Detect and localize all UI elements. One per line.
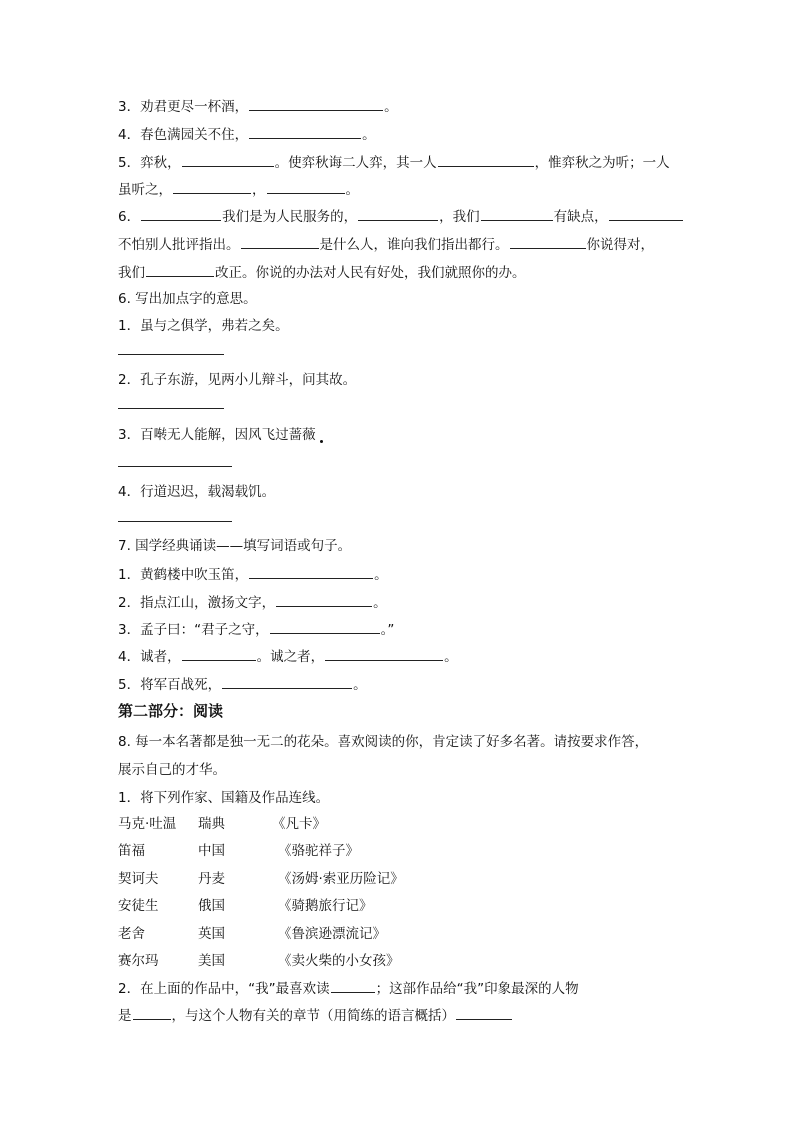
work-5[interactable]: 《卖火柴的小女孩》 — [278, 953, 400, 969]
q5-text-c: ，惟弈秋之为听；一人 — [534, 155, 670, 171]
item-q6-line3 — [118, 262, 526, 282]
work-1[interactable]: 《骆驼祥子》 — [278, 843, 359, 859]
classics-c2 — [118, 592, 387, 612]
q6-blank-7[interactable] — [146, 262, 214, 277]
c5-blank[interactable] — [222, 674, 352, 689]
author-3[interactable]: 安徒生 — [118, 898, 159, 914]
q6-text-a: 6． — [118, 209, 141, 225]
q6-text-i: 改正。你说的办法对人民有好处，我们就照你的办。 — [215, 265, 526, 281]
favorite-book-blank[interactable] — [331, 978, 375, 993]
author-0[interactable]: 马克·吐温 — [118, 816, 177, 832]
c2-text: 2．指点江山，激扬文字， — [118, 595, 276, 611]
c4-text-b: 。诚之者， — [256, 649, 325, 665]
q5-blank-3[interactable] — [173, 179, 251, 194]
c4-blank-2[interactable] — [325, 646, 443, 661]
q5-blank-4[interactable] — [267, 179, 345, 194]
dot-mark-icon — [320, 440, 323, 443]
item-q6-line1 — [118, 206, 684, 226]
character-blank[interactable] — [133, 1005, 171, 1020]
q3-text: 3．劝君更尽一杯酒， — [118, 99, 249, 115]
classics-c5 — [118, 674, 367, 694]
answer-line-4[interactable] — [118, 521, 232, 522]
c5-end: 。 — [353, 677, 367, 693]
dotted-s3-wrap — [118, 426, 323, 444]
answer-line-2[interactable] — [118, 408, 224, 409]
q6-blank-4[interactable] — [609, 206, 683, 221]
q5-text-b: 。使弈秋诲二人弈，其一人 — [274, 155, 437, 171]
c3-text: 3．孟子曰：“君子之守， — [118, 622, 269, 638]
q8-line2: 展示自己的才华。 — [118, 762, 226, 778]
c4-text-a: 4．诚者， — [118, 649, 181, 665]
item-q3 — [118, 96, 398, 116]
author-4[interactable]: 老舍 — [118, 926, 145, 942]
q5-blank-2[interactable] — [438, 152, 534, 167]
q6-blank-5[interactable] — [241, 234, 319, 249]
q5-text-a: 5．弈秋， — [118, 155, 181, 171]
country-4[interactable]: 英国 — [198, 926, 225, 942]
work-3[interactable]: 《骑鹅旅行记》 — [278, 898, 373, 914]
c3-end: 。” — [380, 622, 395, 638]
c1-text: 1．黄鹤楼中吹玉笛， — [118, 567, 249, 583]
sub2-text-d: ，与这个人物有关的章节（用简练的语言概括） — [171, 1008, 455, 1024]
q6-blank-3[interactable] — [481, 206, 553, 221]
author-2[interactable]: 契诃夫 — [118, 871, 159, 887]
item-q4 — [118, 124, 376, 144]
q6-text-h: 我们 — [118, 265, 145, 281]
classics-c3 — [118, 619, 394, 639]
q6-text-b: 我们是为人民服务的， — [222, 209, 358, 225]
q4-blank[interactable] — [249, 124, 361, 139]
sub2-line1 — [118, 978, 579, 998]
work-2[interactable]: 《汤姆·索亚历险记》 — [278, 871, 404, 887]
country-2[interactable]: 丹麦 — [198, 871, 225, 887]
item-q6-line2 — [118, 234, 654, 254]
author-1[interactable]: 笛福 — [118, 843, 145, 859]
q5-text-f: 。 — [345, 182, 359, 198]
work-4[interactable]: 《鲁滨逊漂流记》 — [278, 926, 386, 942]
c1-end: 。 — [374, 567, 388, 583]
section-heading: 第二部分：阅读 — [118, 702, 224, 720]
c1-blank[interactable] — [249, 564, 373, 579]
q5-blank-1[interactable] — [182, 152, 274, 167]
classics-c4 — [118, 646, 458, 666]
country-1[interactable]: 中国 — [198, 843, 225, 859]
classics-title: 7. 国学经典诵读——填写词语或句子。 — [118, 538, 352, 554]
c5-text: 5．将军百战死， — [118, 677, 222, 693]
item-q5-line1 — [118, 152, 670, 172]
q3-blank[interactable] — [249, 96, 383, 111]
classics-c1 — [118, 564, 388, 584]
q6-text-g: 你说得对， — [586, 237, 654, 253]
dotted-s1: 1．虽与之俱学，弗若之矣。 — [118, 318, 289, 334]
q6-text-e: 不怕别人批评指出。 — [118, 237, 240, 253]
item-q5-line2 — [118, 179, 359, 199]
q4-end: 。 — [362, 127, 376, 143]
q6-blank-1[interactable] — [141, 206, 221, 221]
q6-text-d: 有缺点， — [553, 209, 608, 225]
q6-text-f: 是什么人，谁向我们指出都行。 — [319, 237, 509, 253]
chapter-blank[interactable] — [456, 1005, 512, 1020]
q8-line1: 8. 每一本名著都是独一无二的花朵。喜欢阅读的你，肯定读了好多名著。请按要求作答， — [118, 734, 649, 750]
work-0[interactable]: 《凡卡》 — [272, 816, 326, 832]
answer-line-1[interactable] — [118, 354, 224, 355]
c4-blank-1[interactable] — [182, 646, 256, 661]
sub2-line2 — [118, 1005, 513, 1025]
c2-end: 。 — [373, 595, 387, 611]
dotted-s3: 3．百啭无人能解，因风飞过蔷薇 — [118, 427, 316, 443]
dotted-s2: 2．孔子东游，见两小儿辩斗，问其故。 — [118, 372, 357, 388]
c4-end: 。 — [444, 649, 458, 665]
q4-text: 4．春色满园关不住， — [118, 127, 249, 143]
q6-text-c: ，我们 — [439, 209, 480, 225]
sub2-text-b: ；这部作品给“我”印象最深的人物 — [375, 981, 579, 997]
sub2-text-a: 2．在上面的作品中，“我”最喜欢读 — [118, 981, 330, 997]
country-0[interactable]: 瑞典 — [198, 816, 225, 832]
answer-line-3[interactable] — [118, 466, 232, 467]
country-5[interactable]: 美国 — [198, 953, 225, 969]
c2-blank[interactable] — [276, 592, 372, 607]
q5-text-d: 虽听之， — [118, 182, 172, 198]
c3-blank[interactable] — [270, 619, 380, 634]
country-3[interactable]: 俄国 — [198, 898, 225, 914]
q5-text-e: ， — [252, 182, 266, 198]
dotted-title: 6. 写出加点字的意思。 — [118, 291, 257, 307]
dotted-s4: 4．行道迟迟，载渴载饥。 — [118, 484, 276, 500]
q3-end: 。 — [384, 99, 398, 115]
author-5[interactable]: 赛尔玛 — [118, 953, 159, 969]
q6-blank-2[interactable] — [358, 206, 438, 221]
sub1-text: 1．将下列作家、国籍及作品连线。 — [118, 790, 330, 806]
sub2-text-c: 是 — [118, 1008, 132, 1024]
q6-blank-6[interactable] — [510, 234, 586, 249]
